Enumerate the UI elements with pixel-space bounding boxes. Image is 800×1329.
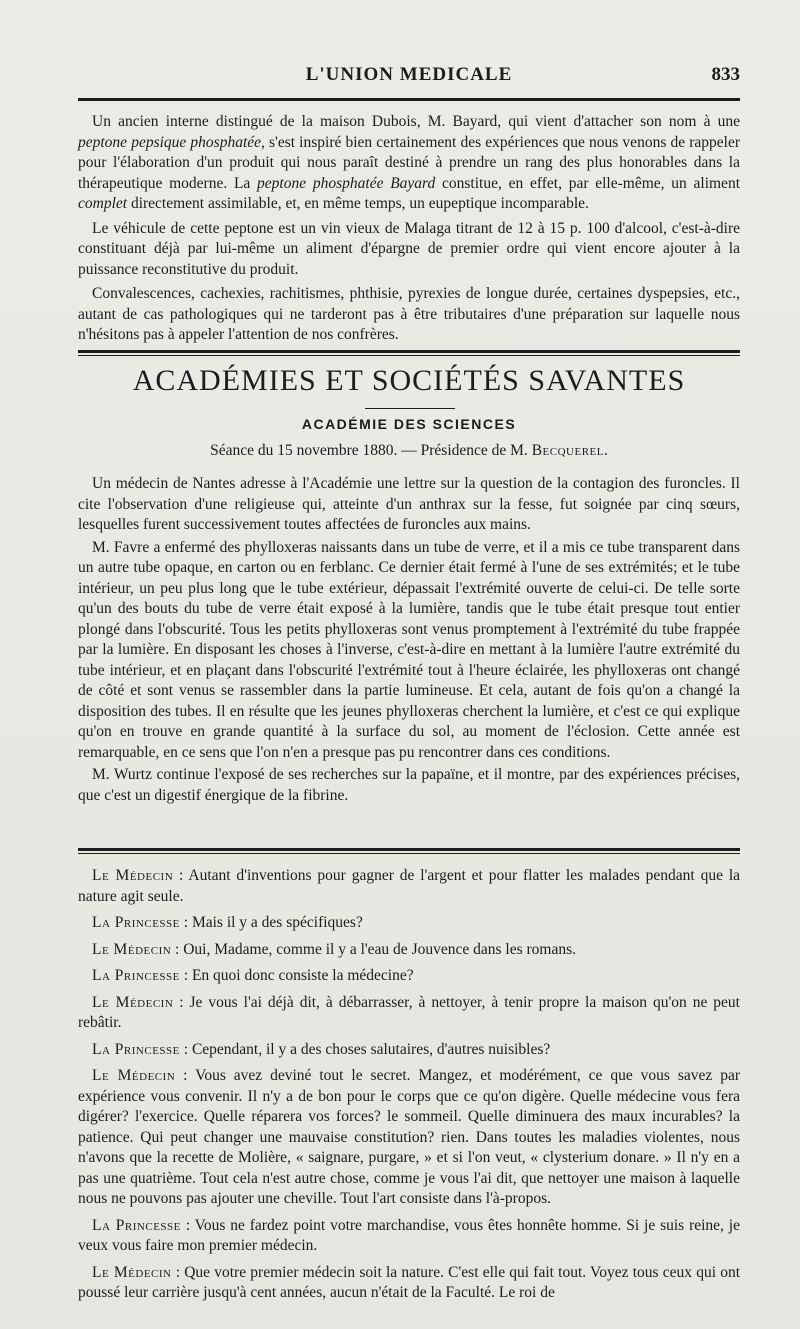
speaker-name: Le Médecin xyxy=(92,867,174,884)
president-name: Becquerel xyxy=(531,442,604,459)
advert-paragraph-3: Convalescences, cachexies, rachitismes, phthisie, pyrexies de longue durée, certaines dyspepsies, etc., autant de cas pathologiques qui ne tarderont pas à être tributaires d'une préparation sur laquelle nous n'hésitons pas à appeler l'attention de nos confrères. xyxy=(78,285,740,343)
session-line xyxy=(78,442,740,460)
header-rule xyxy=(78,98,740,101)
text-run: Un ancien interne distingué de la maison Dubois, M. Bayard, qui vient d'attacher son nom à une xyxy=(92,113,740,130)
speech-text: Cependant, il y a des choses salutaires, d'autres nuisibles? xyxy=(191,1040,551,1058)
report-paragraph-3: M. Wurtz continue l'exposé de ses recherches sur la papaïne, et il montre, par des expériences précises, que c'est un digestif énergique de la fibrine. xyxy=(78,766,740,804)
speech-text: Que votre premier médecin soit la nature. C'est elle qui fait tout. Voyez tous ceux qui ont poussé leur carrière jusqu'à cent années, aucun n'était de la Faculté. Le roi de xyxy=(78,1263,741,1301)
speech-text: Oui, Madame, comme il y a l'eau de Jouvence dans les romans. xyxy=(183,940,576,958)
journal-title: L'UNION MEDICALE xyxy=(305,64,513,85)
report-paragraph-2: M. Favre a enfermé des phylloxeras naissants dans un tube de verre, et il a mis ce tube transparent dans un autre tube opaque, en carton ou en ferblanc. Ce dernier était fermé à l'une de ses extrémités; et le tube intérieur, un peu plus long que le tube extérieur, dépassait l'extrémité ouverte de celui-ci. De telle sorte qu'un des bouts du tube de verre était exposé à la lumière, tandis que le tube était presque tout entier plongé dans l'obscurité. Tous les petits phylloxeras sont venus promptement à l'extrémité du tube frappée par la lumière. En disposant les choses à l'inverse, c'est-à-dire en mettant à la lumière l'autre extrémité du tube intérieur, et en plaçant dans l'obscurité l'extrémité tout à l'heure éclairée, les phylloxeras ont changé de côté et sont venus se rassembler dans la partie lumineuse. Et cela, autant de fois qu'on a changé la disposition des tubes. Il en résulte que les jeunes phylloxeras cherchent la lumière, et c'est ce qui explique qu'on en trouve en grande quantité à la surface du sol, au moment de l'éclosion. Cette année est remarquable, en ce sens que l'on n'en a presque pas pu rencontrer dans ces conditions. xyxy=(78,538,740,761)
dialogue-line: Le Médecin : Vous avez deviné tout le secret. Mangez, et modérément, ce que vous savez par expérience vous convenir. Il n'y a de bon pour le corps que ce qu'on digère. Quelle médecine vous fera digérer? l'exercice. Quelle réparera vos forces? le sommeil. Quelle diminuera des maux incurables? la patience. Qui peut changer une mauvaise constitution? rien. Dans toutes les maladies violentes, nous n'avons que la recette de Molière, « saignare, purgare, » et si l'on veut, « clysterium donare. » Il n'y en a pas une quatrième. Tout cela n'est autre chose, comme je vous l'ai dit, que nettoyer une maison à laquelle nous ne pouvons pas ajouter une cheville. Tout l'art consiste dans l'à-propos. xyxy=(78,1067,740,1207)
speech-text: Autant d'inventions pour gagner de l'argent et pour flatter les malades pendant que la nature agit seule. xyxy=(78,867,740,905)
speaker-name: La Princesse xyxy=(92,967,180,984)
section-title: ACADÉMIES ET SOCIÉTÉS SAVANTES xyxy=(132,364,686,397)
advert-block xyxy=(78,112,740,346)
section-subtitle: ACADÉMIE DES SCIENCES xyxy=(301,416,517,432)
title-underline xyxy=(365,408,455,409)
speech-text: Je vous l'ai déjà dit, à débarrasser, à nettoyer, à tenir propre la maison qu'on ne peut rebâtir. xyxy=(78,993,740,1031)
academy-report xyxy=(78,474,740,806)
speaker-name: La Princesse xyxy=(92,914,180,931)
session-text: Séance du 15 novembre 1880. — Présidence de M. xyxy=(210,442,532,459)
report-paragraph-1: Un médecin de Nantes adresse à l'Académie une lettre sur la question de la contagion des furoncles. Il cite l'observation d'une religieuse qui, atteinte d'un anthrax sur la fesse, fut soignée par cinq sœurs, lesquelles furent successivement toutes affectées de furoncles aux mains. xyxy=(78,475,740,533)
text-run: directement assimilable, et, en même temps, un eupeptique incomparable. xyxy=(127,195,589,212)
speech-text: Mais il y a des spécifiques? xyxy=(191,914,363,931)
dialogue-line: Le Médecin : Autant d'inventions pour gagner de l'argent et pour flatter les malades pendant que la nature agit seule. xyxy=(78,867,740,905)
advert-paragraph-2: Le véhicule de cette peptone est un vin vieux de Malaga titrant de 12 à 15 p. 100 d'alcool, c'est-à-dire constituant déjà par lui-même un aliment d'épargne de premier ordre qui vient encore ajouter à la puissance reconstitutive du produit. xyxy=(78,219,740,278)
speaker-name: La Princesse xyxy=(92,1216,181,1234)
dialogue-line: La Princesse : Cependant, il y a des choses salutaires, d'autres nuisibles? xyxy=(92,1040,551,1058)
dialogue-line: Le Médecin : Je vous l'ai déjà dit, à débarrasser, à nettoyer, à tenir propre la maison qu'on ne peut rebâtir. xyxy=(78,993,740,1031)
text-run: , s'est inspiré bien certainement des expériences que nous venons de rappeler pour l'élaboration d'un produit qui nous paraît destiné à prendre un rang des plus honorables dans la thérapeutique moderne. La xyxy=(78,133,740,192)
dialogue-line: Le Médecin : Oui, Madame, comme il y a l'eau de Jouvence dans les romans. xyxy=(92,940,576,958)
speaker-name: Le Médecin xyxy=(92,1263,172,1281)
speaker-name: Le Médecin xyxy=(92,1067,176,1084)
product-brand-italic: peptone phosphatée Bayard xyxy=(257,174,436,192)
dialogue-line: La Princesse : En quoi donc consiste la médecine? xyxy=(92,967,414,984)
feuilleton-divider xyxy=(78,848,740,854)
section-divider xyxy=(78,350,740,356)
speaker-name: Le Médecin xyxy=(92,940,172,958)
dialogue-line: Le Médecin : Que votre premier médecin soit la nature. C'est elle qui fait tout. Voyez tous ceux qui ont poussé leur carrière jusqu'à cent années, aucun n'était de la Faculté. Le roi de xyxy=(78,1263,741,1301)
text-run: constitue, en effet, par elle-même, un aliment xyxy=(435,174,740,192)
dialogue-line: La Princesse : Mais il y a des spécifiques? xyxy=(92,914,363,931)
speaker-name: Le Médecin xyxy=(92,993,174,1011)
advert-paragraph-1 xyxy=(78,112,740,215)
speaker-name: La Princesse xyxy=(92,1040,180,1058)
page-header xyxy=(78,64,740,90)
dialogue-line: La Princesse : Vous ne fardez point votre marchandise, vous êtes honnête homme. Si je suis reine, je veux vous faire mon premier médecin. xyxy=(78,1216,740,1254)
speech-text: Vous avez deviné tout le secret. Mangez, et modérément, ce que vous savez par expérience vous convenir. Il n'y a de bon pour le corps que ce qu'on digère. Quelle médecine vous fera digérer? l'exercice. Quelle réparera vos forces? le sommeil. Quelle diminuera des maux incurables? la patience. Qui peut changer une mauvaise constitution? rien. Dans toutes les maladies violentes, nous n'avons que la recette de Molière, « saignare, purgare, » et si l'on veut, « clysterium donare. » Il n'y en a pas une quatrième. Tout cela n'est autre chose, comme je vous l'ai dit, que nettoyer une maison à laquelle nous ne pouvons pas ajouter une cheville. Tout l'art consiste dans l'à-propos. xyxy=(78,1067,740,1207)
page-number: 833 xyxy=(711,64,740,85)
speech-text: Vous ne fardez point votre marchandise, vous êtes honnête homme. Si je suis reine, je veux vous faire mon premier médecin. xyxy=(78,1216,740,1254)
speech-text: En quoi donc consiste la médecine? xyxy=(191,967,414,984)
emphasis-italic: complet xyxy=(78,195,128,212)
product-name-italic: peptone pepsique phosphatée xyxy=(78,133,262,151)
dialogue-block xyxy=(78,866,740,1310)
session-end: . xyxy=(603,442,608,459)
